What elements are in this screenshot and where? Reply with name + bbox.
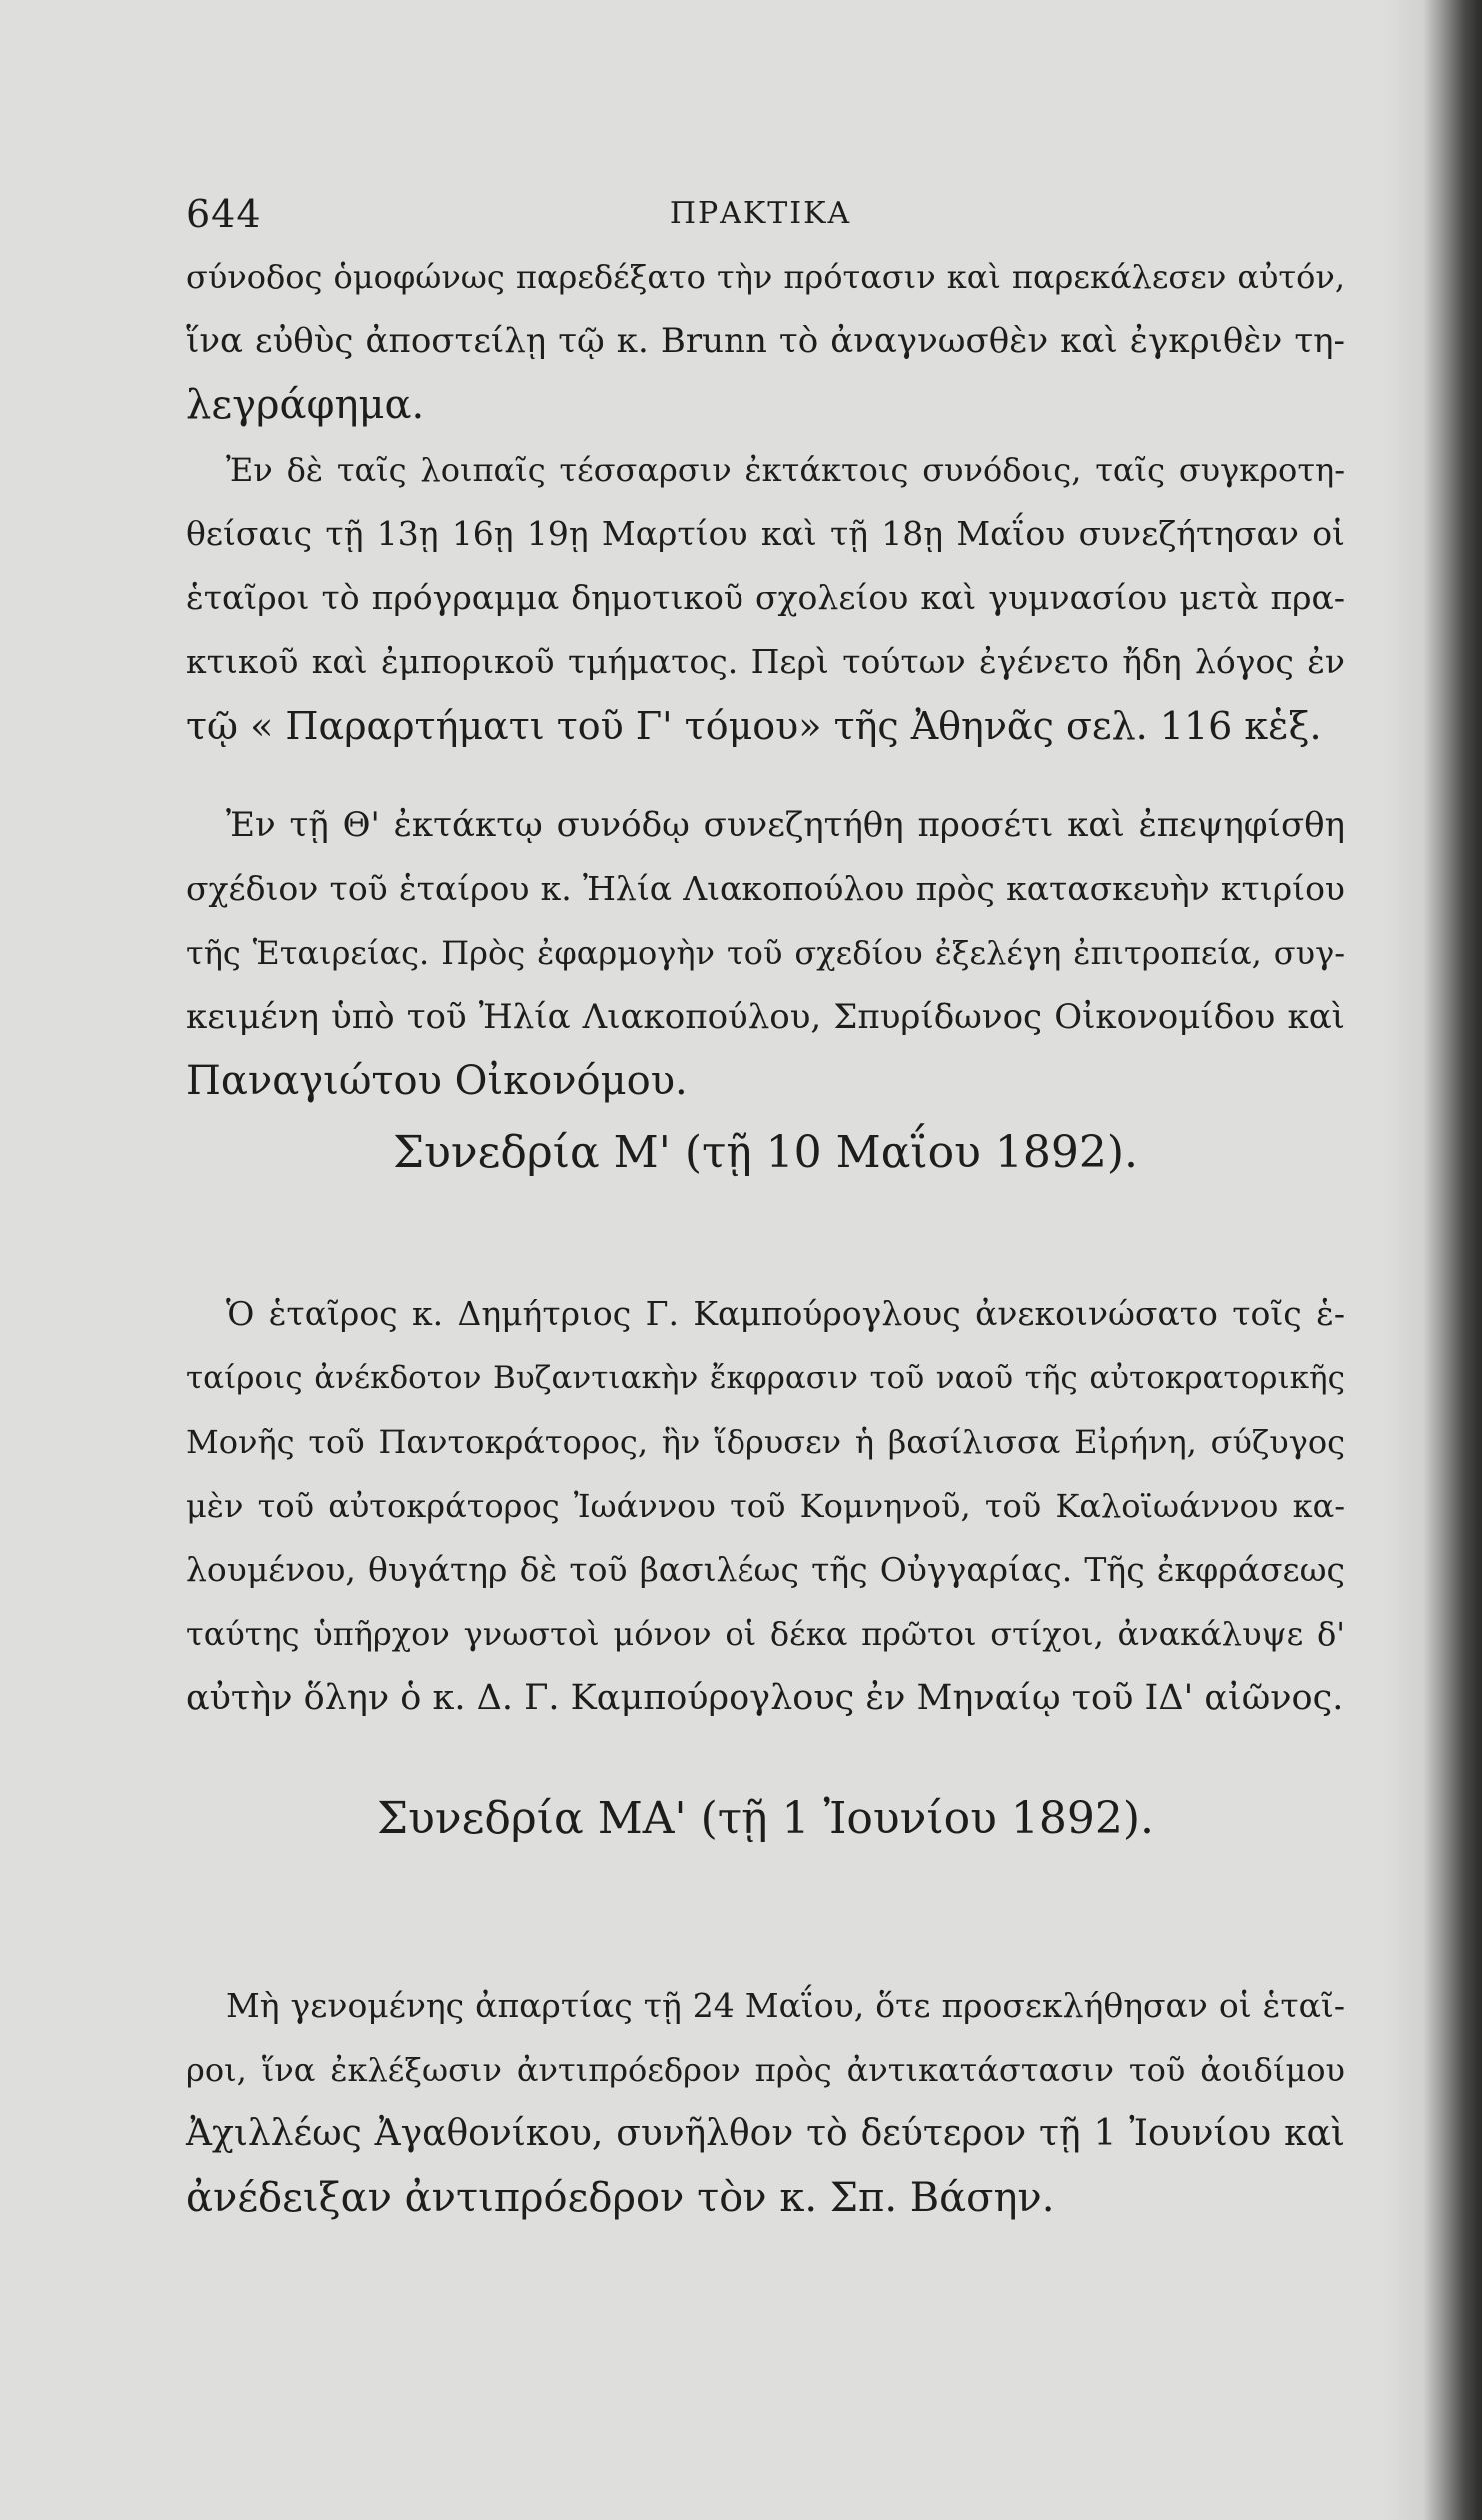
text-line: ροι, ἵνα ἐκλέξωσιν ἀντιπρόεδρον πρὸς ἀντικατάστασιν τοῦ ἀοιδίμου — [186, 2051, 1345, 2089]
text-line: Ἐν τῇ Θ' ἐκτάκτῳ συνόδῳ συνεζητήθη προσέτι καὶ ἐπεψηφίσθη — [226, 805, 1345, 845]
text-line: ταίροις ἀνέκδοτον Βυζαντιακὴν ἔκφρασιν τοῦ ναοῦ τῆς αὐτοκρατορικῆς — [186, 1360, 1345, 1396]
text-line: Παναγιώτου Οἰκονόμου. — [186, 1058, 688, 1104]
text-line: ταύτης ὑπῆρχον γνωστοὶ μόνον οἱ δέκα πρῶτοι στίχοι, ἀνακάλυψε δ' — [186, 1615, 1345, 1653]
text-line: τῷ « Παραρτήματι τοῦ Γ' τόμου» τῆς Ἀθηνᾶς σελ. 116 κἑξ. — [186, 704, 1322, 748]
text-line: λεγράφημα. — [186, 382, 425, 428]
text-line: Μονῆς τοῦ Παντοκράτορος, ἣν ἵδρυσεν ἡ βασίλισσα Εἰρήνη, σύζυγος — [186, 1423, 1345, 1461]
text-line: κτικοῦ καὶ ἐμπορικοῦ τμήματος. Περὶ τούτων ἐγένετο ἤδη λόγος ἐν — [186, 642, 1345, 681]
text-line: ἵνα εὐθὺς ἀποστείλῃ τῷ κ. Brunn τὸ ἀναγνωσθὲν καὶ ἐγκριθὲν τη- — [186, 321, 1345, 361]
page-edge-shadow — [1384, 0, 1424, 2520]
text-line: μὲν τοῦ αὐτοκράτορος Ἰωάννου τοῦ Κομνηνοῦ, τοῦ Καλοϊωάννου κα- — [186, 1487, 1345, 1525]
text-line: θείσαις τῇ 13ῃ 16ῃ 19ῃ Μαρτίου καὶ τῇ 18ῃ Μαΐου συνεζήτησαν οἱ — [186, 514, 1345, 553]
text-line: σύνοδος ὁμοφώνως παρεδέξατο τὴν πρότασιν καὶ παρεκάλεσεν αὐτόν, — [186, 258, 1345, 296]
text-line: τῆς Ἑταιρείας. Πρὸς ἐφαρμογὴν τοῦ σχεδίου ἐξελέγη ἐπιτροπεία, συγ- — [186, 934, 1345, 972]
text-line: Ἀχιλλέως Ἀγαθονίκου, συνῆλθον τὸ δεύτερον τῇ 1 Ἰουνίου καὶ — [186, 2113, 1345, 2154]
paragraph-2 — [186, 438, 1345, 758]
text-line: ἀνέδειξαν ἀντιπρόεδρον τὸν κ. Σπ. Βάσην. — [186, 2175, 1055, 2221]
paragraph-5 — [186, 1974, 1345, 2230]
paragraph-3 — [186, 793, 1345, 1113]
text-line: λουμένου, θυγάτηρ δὲ τοῦ βασιλέως τῆς Οὐγγαρίας. Τῆς ἐκφράσεως — [186, 1550, 1345, 1589]
text-line: Ἐν δὲ ταῖς λοιπαῖς τέσσαρσιν ἐκτάκτοις συνόδοις, ταῖς συγκροτη- — [226, 451, 1345, 489]
session-heading-41: Συνεδρία ΜΑ' (τῇ 1 Ἰουνίου 1892). — [377, 1793, 1154, 1844]
session-heading-40: Συνεδρία Μ' (τῇ 10 Μαΐου 1892). — [392, 1127, 1139, 1178]
text-line: αὐτὴν ὅλην ὁ κ. Δ. Γ. Καμπούρογλους ἐν Μηναίῳ τοῦ ΙΔ' αἰῶνος. — [186, 1678, 1344, 1718]
text-line: σχέδιον τοῦ ἑταίρου κ. Ἠλία Λιακοπούλου πρὸς κατασκευὴν κτιρίου — [186, 869, 1345, 908]
text-line: Ὁ ἑταῖρος κ. Δημήτριος Γ. Καμπούρογλους ἀνεκοινώσατο τοῖς ἑ- — [226, 1294, 1345, 1333]
page-number: 644 — [186, 192, 262, 236]
text-line: ἑταῖροι τὸ πρόγραμμα δημοτικοῦ σχολείου καὶ γυμνασίου μετὰ πρα- — [186, 578, 1345, 617]
paragraph-1 — [186, 245, 1345, 437]
text-line: κειμένη ὑπὸ τοῦ Ἠλία Λιακοπούλου, Σπυρίδωνος Οἰκονομίδου καὶ — [186, 997, 1345, 1037]
page-header — [186, 192, 1335, 242]
running-title: ΠΡΑΚΤΙΚΑ — [669, 196, 852, 231]
text-line: Μὴ γενομένης ἀπαρτίας τῇ 24 Μαΐου, ὅτε προσεκλήθησαν οἱ ἑταῖ- — [226, 1986, 1345, 2025]
book-spine — [1424, 0, 1482, 2520]
paragraph-4 — [186, 1282, 1345, 1730]
